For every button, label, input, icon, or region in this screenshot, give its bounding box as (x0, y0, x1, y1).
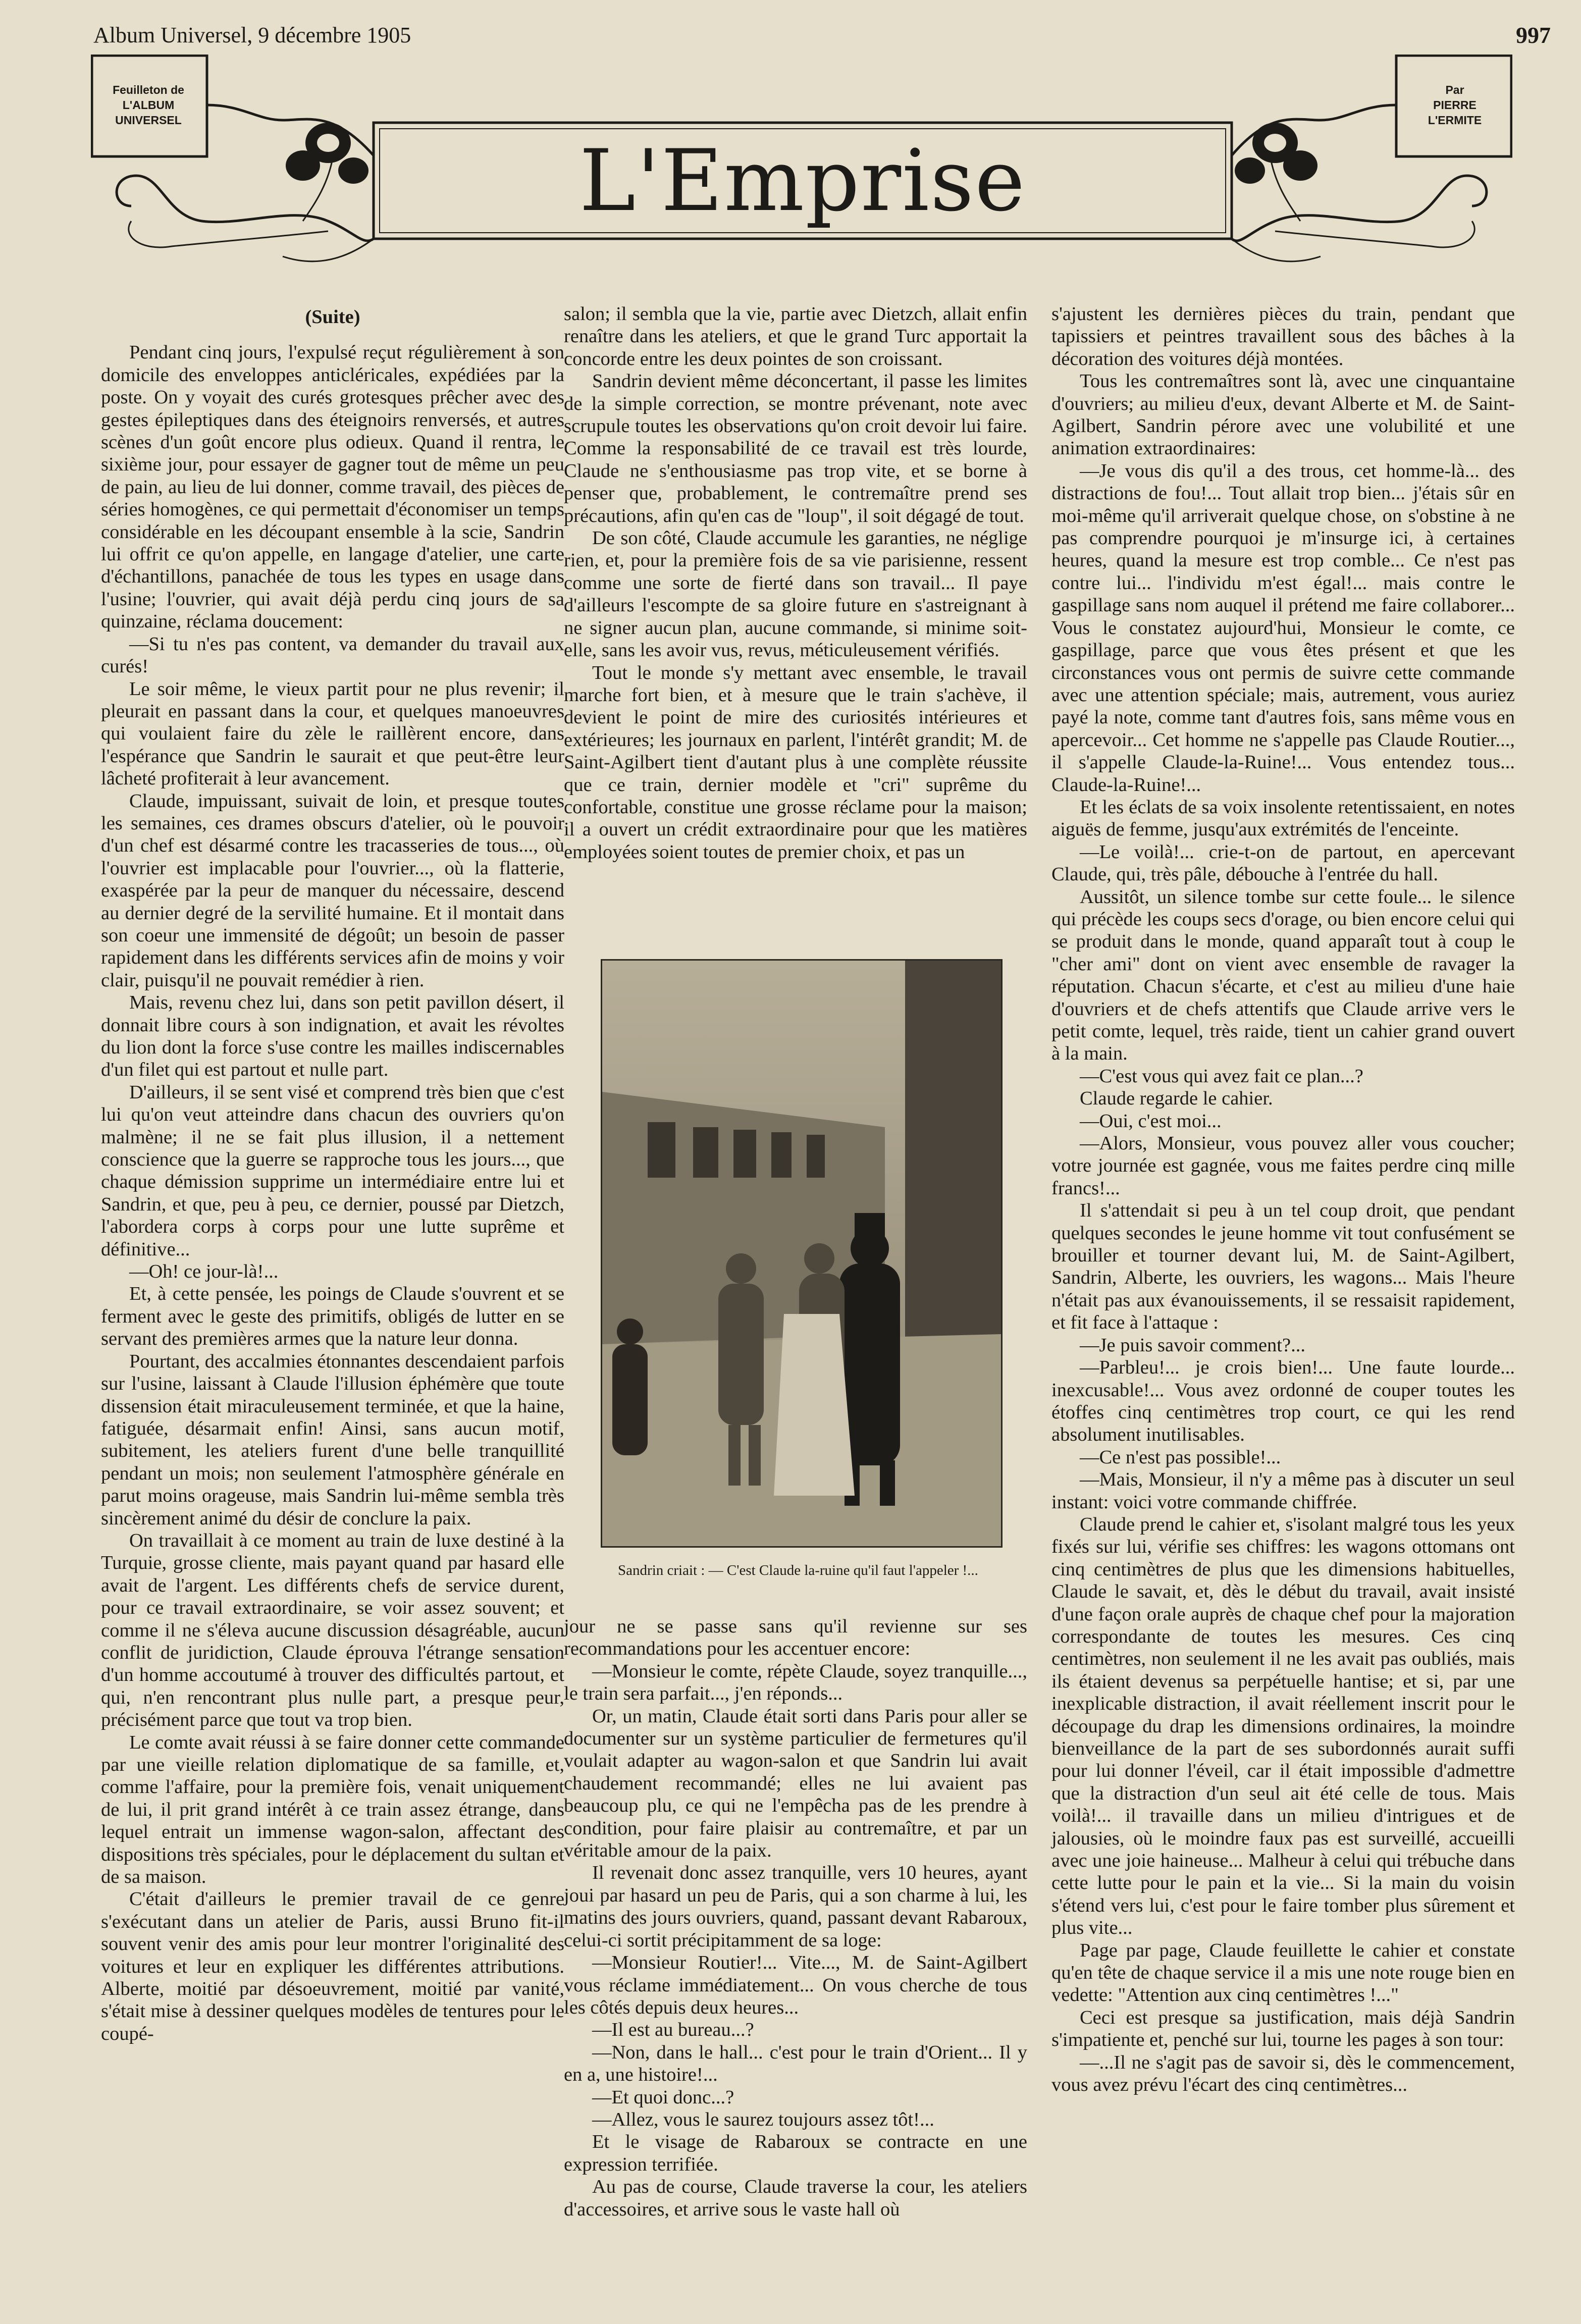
paragraph: Claude prend le cahier et, s'isolant malgré tous les yeux fixés sur lui, vérifie ses chiffres: les wagons ottomans ont cinq centimètres de plus que les dimensions habituelles, Claude le savait, et, dès le début du travail, avait insisté d'une façon orale auprès de chaque chef pour la majoration correspondante de toutes les mesures. Ces cinq centimètres, non seulement il ne les avait pas oubliés, mais ils étaient devenus sa perpétuelle hantise; et si, par une inexplicable distraction, il avait réellement inscrit pour le découpage du drap les dimensions ordinaires, la moindre bienveillance de la part de ses subordonnés aurait suffi pour lui donner l'éveil, car il était impossible d'admettre que la distraction d'un seul ait été celle de tous. Mais voilà!... il travaille dans un milieu d'intrigues et de jalousies, où le moindre faux pas est surveillé, accueilli avec une joie haineuse... Malheur à celui qui trébuche dans cette lutte pour le pain et la vie... Si la main du voisin s'étend vers lui, c'est pour le faire tomber plus sûrement et plus vite... (1051, 1513, 1515, 1939)
paragraph: Aussitôt, un silence tombe sur cette foule... le silence qui précède les coups secs d'orage, ou bien encore celui qui se produit dans le monde, quand apparaît tout à coup le "cher ami" dont on vient avec ensemble de ravager la réputation. Chacun s'écarte, et c'est au milieu d'une haie d'ouvriers et de chefs attentifs que Claude arrive vers le petit comte, lequel, très raide, tient un cahier grand ouvert à la main. (1051, 886, 1515, 1065)
paragraph: —Le voilà!... crie-t-on de partout, en apercevant Claude, qui, très pâle, débouche à l'entrée du hall. (1051, 841, 1515, 885)
text-column-1 (101, 303, 564, 2261)
paragraph: De son côté, Claude accumule les garanties, ne néglige rien, et, pour la première fois de sa vie parisienne, ressent comme une sorte de fierté dans son travail... Il paye d'ailleurs l'escompte de sa gloire future en s'astreignant à ne signer aucun plan, aucune commande, si minime soit-elle, sans les avoir vus, revus, méticuleusement vérifiés. (564, 527, 1027, 661)
paragraph: —Ce n'est pas possible!... (1080, 1446, 1281, 1468)
paragraph: C'était d'ailleurs le premier travail de ce genre s'exécutant dans un atelier de Paris, aussi Bruno fit-il souvent venir des amis pour leur montrer l'originalité des voitures et leur en expliquer les différentes attributions. Alberte, moitié par désoeuvrement, moitié par vanité, s'était mise à dessiner quelques modèles de tentures pour le coupé- (101, 1888, 564, 2044)
paragraph: —Et quoi donc...? (592, 2086, 734, 2108)
paragraph: Or, un matin, Claude était sorti dans Paris pour aller se documenter sur un système particulier de fermetures qu'il voulait adapter au wagon-salon et que Sandrin lui avait chaudement recommandé; elles ne lui avaient pas beaucoup plu, ce qui ne l'empêcha pas de les prendre à condition, pour faire plaisir au contremaître, et par un véritable amour de la paix. (564, 1705, 1027, 1862)
paragraph: —Je vous dis qu'il a des trous, cet homme-là... des distractions de fou!... Tout allait trop bien... j'étais sûr en moi-même qu'il arriverait quelque chose, on s'obstine à ne pas comprendre pourquoi je m'insurge ici, à certaines heures, quand la mesure est trop comble... Ce n'est pas contre lui... l'individu m'est égal!... mais contre le gaspillage sans nom auquel il prétend me faire collaborer... Vous le constatez aujourd'hui, Monsieur le comte, ce gaspillage, parce que vous êtes présent et que les circonstances vous ont permis de suivre cette commande avec une attention spéciale; mais, autrement, vous auriez payé la note, comme tant d'autres fois, sans même vous en apercevoir... Cet homme ne s'appelle pas Claude Routier..., il s'appelle Claude-la-Ruine!... Vous entendez tous... Claude-la-Ruine!... (1051, 460, 1515, 796)
paragraph: —Alors, Monsieur, vous pouvez aller vous coucher; votre journée est gagnée, vous me faites perdre cinq mille francs!... (1051, 1133, 1515, 1199)
text-column-2-bottom (564, 1615, 1027, 2266)
paragraph: —Monsieur le comte, répète Claude, soyez tranquille..., le train sera parfait..., j'en réponds... (564, 1660, 1027, 1705)
paragraph: —C'est vous qui avez fait ce plan...? (1080, 1065, 1363, 1087)
page-number: 997 (1516, 22, 1551, 48)
paragraph: Et les éclats de sa voix insolente retentissaient, en notes aiguës de femme, jusqu'aux extrémités de l'enceinte. (1051, 796, 1515, 840)
suite-heading: (Suite) (305, 306, 360, 328)
figure-caption: Sandrin criait : — C'est Claude la-ruine qu'il faut l'appeler !... (618, 1562, 978, 1578)
paragraph: Et le visage de Rabaroux se contracte en une expression terrifiée. (564, 2131, 1027, 2175)
paragraph: Et, à cette pensée, les poings de Claude s'ouvrent et se ferment avec le geste des primitifs, obligés de lutter en se servant des premières armes que la nature leur donna. (101, 1283, 564, 1350)
paragraph: D'ailleurs, il se sent visé et comprend très bien que c'est lui qu'on veut atteindre dans chacun des ouvriers qu'on malmène; il ne se fait plus illusion, il a nettement conscience que la guerre se rapproche tous les jours..., que chaque démission supprime un intermédiaire entre lui et Sandrin, et que, peu à peu, ce dernier, poussé par Dietzch, l'abordera corps à corps pour une lutte suprême et définitive... (101, 1081, 564, 1260)
paragraph: —Il est au bureau...? (592, 2019, 754, 2041)
paragraph: Tout le monde s'y mettant avec ensemble, le travail marche fort bien, et à mesure que le train s'achève, il devient le point de mire des curiosités intérieures et extérieures; les journaux en parlent, l'intérêt grandit; M. de Saint-Agilbert tient d'autant plus à une complète réussite que ce train, dernier modèle et "cri" suprême du confortable, constitue une grosse réclame pour la maison; il a ouvert un crédit extraordinaire pour que les matières employées soient toutes de premier choix, et pas un (564, 662, 1027, 863)
feuilleton-line-2: L'ALBUM (122, 98, 175, 112)
paragraph: —Allez, vous le saurez toujours assez tôt!... (592, 2108, 934, 2130)
masthead-banner (91, 55, 1512, 281)
author-line-1: Par (1445, 83, 1464, 96)
paragraph: Claude regarde le cahier. (1080, 1088, 1273, 1110)
paragraph: —Oh! ce jour-là!... (129, 1261, 279, 1283)
text-column-2-top (564, 303, 1027, 959)
paragraph: —Monsieur Routier!... Vite..., M. de Saint-Agilbert vous réclame immédiatement... On vous cherche de tous les côtés depuis deux heures... (564, 1952, 1027, 2018)
paragraph: s'ajustent les dernières pièces du train, pendant que tapissiers et peintres travaillent sous des bâches à la décoration des voitures déjà montées. (1051, 303, 1515, 369)
paragraph: On travaillait à ce moment au train de luxe destiné à la Turquie, grosse cliente, mais payant quand par hasard elle avait de l'argent. Les différents chefs de service durent, pour ce travail extraordinaire, se voir assez souvent; et comme il ne s'éleva aucune discussion désagréable, aucun conflit de juridiction, Claude éprouva l'étrange sensation d'un homme accoutumé à trouver des difficultés partout, et qui, n'en rencontrant plus nulle part, a presque peur, précisément parce que tout va trop bien. (101, 1529, 564, 1731)
paragraph: Le comte avait réussi à se faire donner cette commande par une vieille relation diplomatique de sa famille, et, comme l'affaire, pour la première fois, venait uniquement de lui, il prit grand intérêt à ce train assez étrange, dans lequel entrait un immense wagon-salon, affectant des dispositions très spéciales, pour le déplacement du sultan et de sa maison. (101, 1731, 564, 1888)
paragraph: Le soir même, le vieux partit pour ne plus revenir; il pleurait en passant dans la cour, et quelques manoeuvres qui voulaient faire du zèle le raillèrent encore, dans l'espérance que Sandrin le saurait et que peut-être leur lâcheté profiterait à leur avancement. (101, 678, 564, 789)
paragraph: Mais, revenu chez lui, dans son petit pavillon désert, il donnait libre cours à son indignation, et avait les révoltes du lion dont la force s'use contre les mailles indiscernables d'un filet qui est partout et nulle part. (101, 992, 564, 1081)
running-header (93, 17, 1551, 52)
paragraph: Claude, impuissant, suivait de loin, et presque toutes les semaines, ces drames obscurs d'atelier, où le pouvoir d'un chef est désarmé contre les tracasseries de tous..., où l'ouvrier est implacable pour l'ouvrier..., où la flatterie, exaspérée par la peur de manquer du nécessaire, descend au dernier degré de la servilité humaine. Et il montait dans son coeur une immensité de dégoût; un besoin de passer rapidement dans les différents services afin de moins y voir clair, puisqu'il ne pouvait remédier à rien. (101, 790, 564, 991)
journal-date: Album Universel, 9 décembre 1905 (93, 22, 411, 47)
illustration-figure (583, 959, 1013, 1585)
paragraph: —Je puis savoir comment?... (1080, 1334, 1305, 1356)
paragraph: Il s'attendait si peu à un tel coup droit, que pendant quelques secondes le jeune homme vit tout confusément se brouiller et tourner devant lui, M. de Saint-Agilbert, Sandrin, Alberte, les ouvriers, les wagons... Mais l'heure n'était pas aux évanouissements, il se ressaisit rapidement, et fit face à l'attaque : (1051, 1200, 1515, 1334)
engraving-illustration (601, 959, 1003, 1548)
author-line-3: L'ERMITE (1428, 114, 1482, 127)
paragraph: —Mais, Monsieur, il n'y a même pas à discuter un seul instant: voici votre commande chiffrée. (1051, 1469, 1515, 1513)
paragraph: —Parbleu!... je crois bien!... Une faute lourde... inexcusable!... Vous avez ordonné de couper toutes les étoffes cinq centimètres trop court, ce qui les rend absolument inutilisables. (1051, 1357, 1515, 1446)
text-column-3 (1051, 303, 1515, 2266)
paragraph: Au pas de course, Claude traverse la cour, les ateliers d'accessoires, et arrive sous le vaste hall où (564, 2176, 1027, 2220)
paragraph: —Non, dans le hall... c'est pour le train d'Orient... Il y en a, une histoire!... (564, 2041, 1027, 2086)
feuilleton-line-1: Feuilleton de (113, 83, 184, 96)
hall-scene-image (602, 961, 1001, 1546)
paragraph: Tous les contremaîtres sont là, avec une cinquantaine d'ouvriers; au milieu d'eux, devant Alberte et M. de Saint-Agilbert, Sandrin pérore avec une volubilité et une animation extraordinaires: (1051, 371, 1515, 459)
paragraph: Pourtant, des accalmies étonnantes descendaient parfois sur l'usine, laissant à Claude l'illusion éphémère que toute dissension était miraculeusement terminée, et que la haine, fatiguée, désarmait enfin! Ainsi, sans aucun motif, subitement, les ateliers furent d'une belle tranquillité pendant un mois; non seulement l'atmosphère générale en parut moins orageuse, mais Sandrin lui-même sembla très sincèrement animé du désir de conclure la paix. (101, 1350, 564, 1529)
paragraph: —Oui, c'est moi... (1080, 1110, 1222, 1132)
paragraph: jour ne se passe sans qu'il revienne sur ses recommandations pour les accentuer encore: (564, 1616, 1027, 1660)
paragraph: Il revenait donc assez tranquille, vers 10 heures, ayant joui par hasard un peu de Paris, qui a son charme à lui, les matins des jours ouvriers, quand, passant devant Rabaroux, celui-ci sortit précipitamment de sa loge: (564, 1862, 1027, 1951)
paragraph: Sandrin devient même déconcertant, il passe les limites de la simple correction, se montre prévenant, note avec scrupule toutes les observations qu'on croit devoir lui faire. Comme la responsabilité de ce travail est très lourde, Claude ne s'enthousiasme pas trop vite, et se borne à penser que, probablement, le contremaître prend ses précautions, afin qu'en cas de "loup", il soit dégagé de tout. (564, 371, 1027, 526)
feuilleton-line-3: UNIVERSEL (115, 114, 182, 127)
feuilleton-box (91, 55, 206, 155)
paragraph: Page par page, Claude feuillette le cahier et constate qu'en tête de chaque service il a mis une note rouge bien en vedette: "Attention aux cinq centimètres !..." (1051, 1939, 1515, 2006)
author-line-2: PIERRE (1433, 98, 1477, 112)
paragraph: salon; il sembla que la vie, partie avec Dietzch, allait enfin renaître dans les ateliers, et que le grand Turc apportait la concorde entre les deux pointes de son croissant. (564, 303, 1027, 369)
feuilleton-title: L'Emprise (579, 131, 1026, 230)
paragraph: Ceci est presque sa justification, mais déjà Sandrin s'impatiente et, penché sur lui, tourne les pages à son tour: (1051, 2006, 1515, 2051)
paragraph: —Si tu n'es pas content, va demander du travail aux curés! (101, 633, 564, 677)
paragraph: Pendant cinq jours, l'expulsé reçut régulièrement à son domicile des enveloppes anticléricales, expédiées par la poste. On y voyait des curés grotesques prêcher avec des gestes épileptiques dans des éteignoirs renversés, et autres scènes d'un goût encore plus odieux. Quand il rentra, le sixième jour, pour essayer de gagner tout de même un peu de pain, au lieu de lui donner, comme travail, des pièces de séries homogènes, ce qui permettait d'économiser un temps considérable en les découpant ensemble à la scie, Sandrin lui offrit ce qu'on appelle, en langage d'atelier, une carte d'échantillons, panachée de tous les types en usage dans l'usine; l'ouvrier, qui avait déjà perdu cinq jours de sa quinzaine, réclama doucement: (101, 342, 564, 632)
author-box (1397, 55, 1512, 155)
paragraph: —...Il ne s'agit pas de savoir si, dès le commencement, vous avez prévu l'écart des cinq centimètres... (1051, 2051, 1515, 2096)
